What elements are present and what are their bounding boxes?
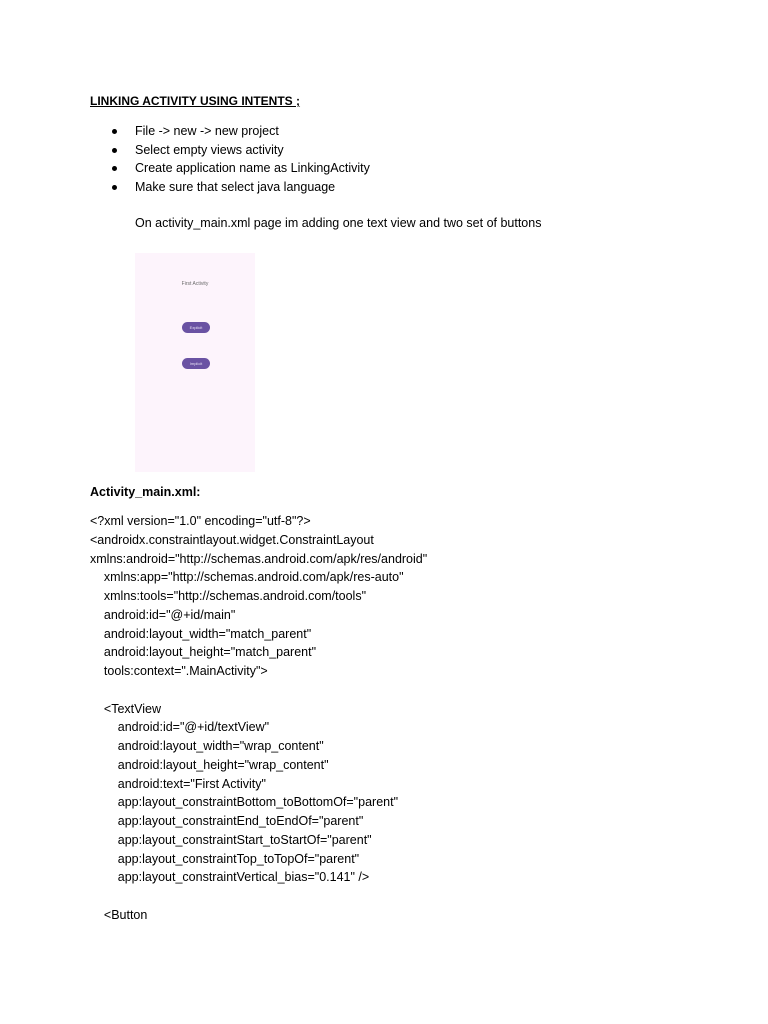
document-heading: LINKING ACTIVITY USING INTENTS ; xyxy=(90,94,301,108)
code-line: android:id="@+id/main" xyxy=(90,607,236,622)
code-line: android:layout_width="wrap_content" xyxy=(90,739,324,753)
code-line: <?xml version="1.0" encoding="utf-8"?> xyxy=(90,514,311,528)
code-line: android:layout_width="match_parent" xyxy=(90,626,312,641)
list-item-text: Create application name as LinkingActivity xyxy=(135,161,370,176)
code-line: xmlns:tools="http://schemas.android.com/tools" xyxy=(90,589,367,603)
code-line: <TextView xyxy=(90,701,161,716)
list-item xyxy=(112,122,370,141)
code-line: app:layout_constraintVertical_bias="0.141" /> xyxy=(90,870,370,885)
list-item xyxy=(112,178,370,197)
bullet-icon xyxy=(112,148,117,153)
code-line xyxy=(90,681,427,700)
code-block xyxy=(90,512,427,925)
code-line: android:id="@+id/textView" xyxy=(90,720,270,735)
code-line: xmlns:app="http://schemas.android.com/apk/res-auto" xyxy=(90,570,404,585)
code-line xyxy=(90,887,427,906)
list-item xyxy=(112,159,370,178)
steps-list xyxy=(112,122,370,197)
preview-implicit-button: Implicit xyxy=(182,358,210,369)
code-line: xmlns:android="http://schemas.android.com/apk/res/android" xyxy=(90,551,428,566)
preview-explicit-button: Explicit xyxy=(182,322,210,333)
code-line: <androidx.constraintlayout.widget.ConstraintLayout xyxy=(90,532,374,547)
bullet-icon xyxy=(112,129,117,134)
code-line: app:layout_constraintStart_toStartOf="parent" xyxy=(90,832,372,847)
list-item-text: File -> new -> new project xyxy=(135,124,279,138)
bullet-icon xyxy=(112,166,117,171)
description-paragraph: On activity_main.xml page im adding one text view and two set of buttons xyxy=(135,216,542,230)
list-item-text: Make sure that select java language xyxy=(135,180,336,195)
preview-title: First Activity xyxy=(181,281,209,287)
code-line: tools:context=".MainActivity"> xyxy=(90,664,268,678)
code-line: app:layout_constraintBottom_toBottomOf="parent" xyxy=(90,795,399,810)
code-line: android:layout_height="wrap_content" xyxy=(90,757,329,772)
file-label: Activity_main.xml: xyxy=(90,485,201,499)
code-line: <Button xyxy=(90,907,148,922)
code-line: app:layout_constraintEnd_toEndOf="parent" xyxy=(90,814,364,828)
code-line: android:layout_height="match_parent" xyxy=(90,645,317,660)
code-line: app:layout_constraintTop_toTopOf="parent" xyxy=(90,851,360,866)
list-item xyxy=(112,141,370,160)
bullet-icon xyxy=(112,185,117,190)
list-item-text: Select empty views activity xyxy=(135,142,284,157)
code-line: android:text="First Activity" xyxy=(90,776,266,791)
app-preview-screenshot xyxy=(135,253,255,472)
